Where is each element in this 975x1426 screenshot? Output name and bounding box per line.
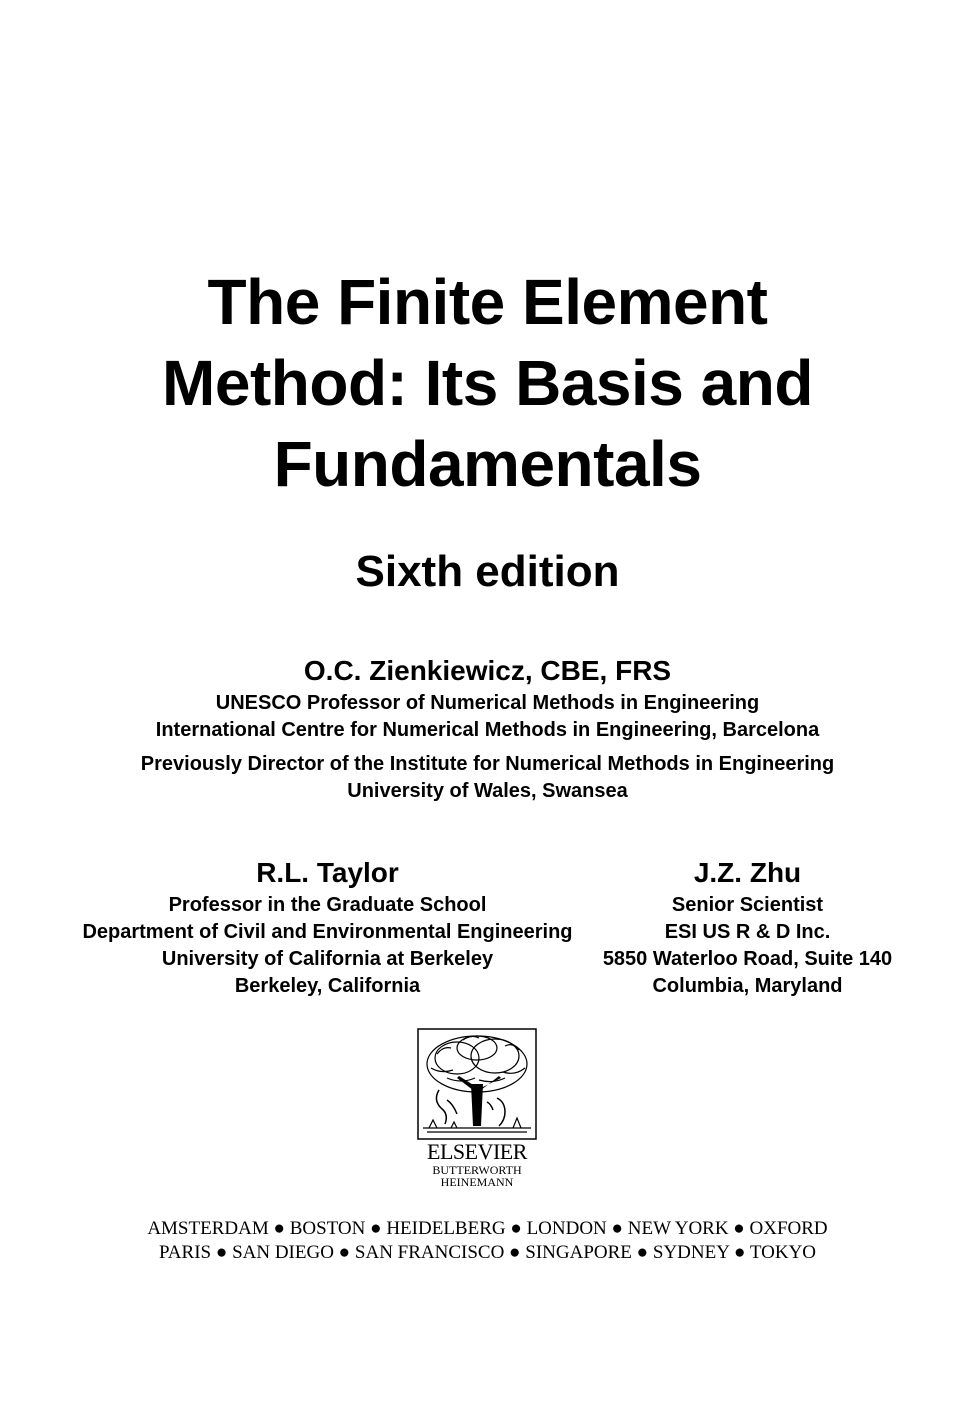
affiliation-line: Department of Civil and Environmental Engineering — [82, 921, 573, 943]
book-title — [0, 262, 975, 505]
title-line-1: The Finite Element — [207, 266, 768, 338]
affiliation-line: Berkeley, California — [234, 975, 421, 997]
elsevier-tree-logo-icon — [417, 1028, 537, 1140]
affiliation-line: Columbia, Maryland — [652, 975, 843, 997]
affiliation-line: University of California at Berkeley — [161, 948, 494, 970]
author-name: R.L. Taylor — [256, 857, 399, 888]
publisher-brand: ELSEVIER — [427, 1139, 527, 1164]
edition-label: Sixth edition — [355, 547, 620, 596]
author-zienkiewicz — [0, 652, 975, 805]
imprint-line: BUTTERWORTH — [432, 1163, 522, 1177]
affiliation-line: Professor in the Graduate School — [168, 894, 487, 916]
publisher-cities — [0, 1217, 975, 1265]
cities-line-2: PARIS ● SAN DIEGO ● SAN FRANCISCO ● SINGAPORE ● SYDNEY ● TOKYO — [158, 1242, 817, 1263]
author-name: J.Z. Zhu — [693, 857, 802, 888]
affiliation-line: 5850 Waterloo Road, Suite 140 — [602, 948, 893, 970]
cities-line-1: AMSTERDAM ● BOSTON ● HEIDELBERG ● LONDON ● NEW YORK ● OXFORD — [147, 1218, 828, 1239]
imprint-line: HEINEMANN — [440, 1175, 514, 1189]
publisher-logo — [412, 1028, 542, 1188]
title-line-3: Fundamentals — [273, 428, 702, 500]
affiliation-line: Senior Scientist — [671, 894, 824, 916]
affiliation-line: International Centre for Numerical Methods in Engineering, Barcelona — [155, 719, 820, 741]
spacer — [0, 744, 975, 751]
affiliation-line: Previously Director of the Institute for Numerical Methods in Engineering — [140, 753, 835, 775]
author-taylor — [70, 854, 585, 1000]
affiliation-line: University of Wales, Swansea — [347, 780, 628, 802]
affiliation-line: ESI US R & D Inc. — [664, 921, 831, 943]
title-line-2: Method: Its Basis and — [162, 347, 813, 419]
author-zhu — [590, 854, 905, 1000]
author-name: O.C. Zienkiewicz, CBE, FRS — [303, 655, 672, 686]
affiliation-line: UNESCO Professor of Numerical Methods in Engineering — [215, 692, 760, 714]
